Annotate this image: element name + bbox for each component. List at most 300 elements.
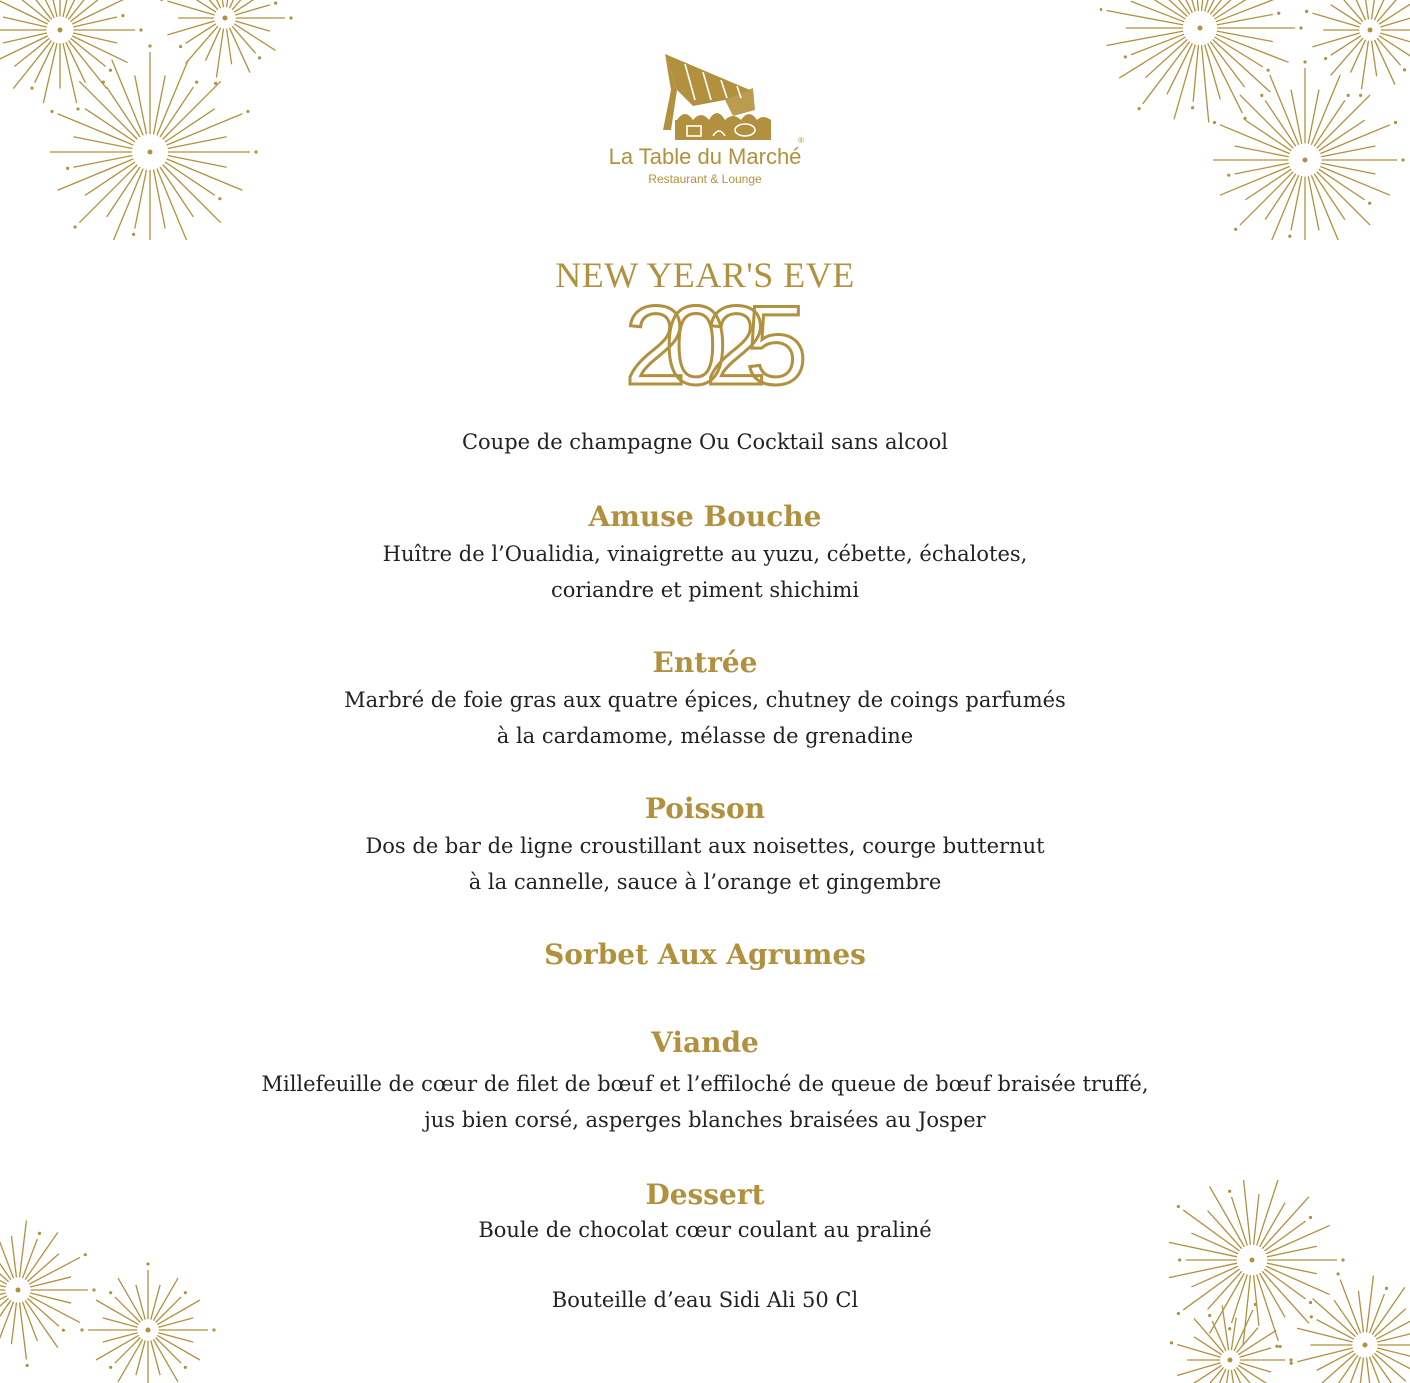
footer-note: Bouteille d’eau Sidi Ali 50 Cl — [551, 1288, 859, 1312]
firework-ray — [1265, 100, 1296, 146]
firework-spark — [1305, 10, 1308, 13]
firework-ray — [1377, 38, 1401, 65]
firework-spark — [1208, 1314, 1211, 1317]
firework-ray — [1372, 41, 1377, 77]
firework-ray — [1374, 0, 1394, 20]
firework-ray — [1169, 1242, 1237, 1256]
firework-ray — [1312, 33, 1359, 47]
firework-ray — [1193, 0, 1198, 11]
firework-spark — [1359, 94, 1362, 97]
firework-ray — [234, 0, 275, 12]
firework-ray — [0, 0, 48, 24]
firework-ray — [3, 33, 47, 43]
course-description: Dos de bar de ligne croustillant aux noisettes, courge butternut — [365, 834, 1045, 858]
firework-ray — [13, 41, 51, 89]
firework-ray — [1314, 174, 1345, 220]
firework-ray — [58, 159, 134, 190]
firework-ray — [22, 1239, 37, 1278]
firework-spark — [80, 1328, 83, 1331]
firework-ray — [1145, 40, 1187, 78]
firework-ray — [14, 0, 49, 22]
firework-spark — [1324, 57, 1327, 60]
firework-ray — [43, 43, 57, 103]
firework-ray — [1238, 1330, 1276, 1354]
firework-ray — [1205, 44, 1221, 99]
course-description: à la cannelle, sauce à l’orange et gingembre — [468, 870, 942, 894]
firework-spark — [246, 110, 249, 113]
firework-ray — [63, 0, 77, 17]
firework-ray — [165, 109, 215, 142]
firework-ray — [118, 1339, 143, 1382]
firework-ray — [1351, 0, 1366, 20]
firework-ray — [1174, 44, 1195, 119]
firework-ray — [232, 0, 256, 10]
firework-ray — [1231, 1370, 1236, 1383]
firework-ray — [1331, 0, 1363, 22]
firework-ray — [1340, 1357, 1360, 1383]
brand-name: La Table du Marché — [608, 144, 802, 169]
firework-ray — [1167, 43, 1192, 94]
firework-ray — [1169, 1263, 1237, 1277]
firework-center — [58, 28, 63, 33]
firework-spark — [1347, 94, 1350, 97]
firework-ray — [1119, 0, 1185, 19]
firework-spark — [195, 81, 198, 84]
firework-ray — [1194, 1365, 1222, 1383]
firework-spark — [1289, 1358, 1292, 1361]
firework-spark — [50, 110, 53, 113]
firework-ray — [216, 0, 223, 7]
firework-ray — [58, 114, 134, 145]
firework-ray — [1317, 172, 1370, 225]
firework-ray — [1222, 1370, 1228, 1383]
firework-ray — [1235, 146, 1289, 157]
firework-ray — [1320, 125, 1390, 154]
firework-ray — [1215, 0, 1263, 19]
firework-ray — [1380, 33, 1410, 43]
firework-spark — [1403, 68, 1406, 71]
firework-ray — [1319, 169, 1365, 200]
firework-spark — [179, 45, 182, 48]
firework-ray — [1267, 1246, 1317, 1257]
firework-ray — [157, 60, 188, 136]
firework-ray — [115, 1338, 140, 1363]
firework-ray — [35, 42, 55, 83]
firework-ray — [235, 5, 270, 15]
firework-spark — [66, 167, 69, 170]
firework-ray — [1308, 90, 1319, 144]
firework-ray — [167, 21, 214, 35]
firework-ray — [103, 1333, 138, 1342]
course-title: Entrée — [652, 646, 758, 679]
course-description: Marbré de foie gras aux quatre épices, chutney de coings parfumés — [344, 688, 1066, 712]
firework-ray — [1377, 1348, 1410, 1358]
firework-ray — [168, 137, 227, 149]
firework-ray — [1216, 34, 1289, 62]
firework-spark — [1394, 121, 1397, 124]
firework-ray — [1119, 37, 1185, 78]
firework-ray — [206, 28, 221, 61]
firework-spark — [26, 1364, 29, 1367]
firework-ray — [157, 1335, 200, 1360]
firework-ray — [153, 1339, 178, 1382]
firework-spark — [109, 1366, 112, 1369]
firework-ray — [1231, 1318, 1236, 1351]
firework-ray — [1212, 1369, 1226, 1383]
firework-spark — [102, 81, 105, 84]
firework-ray — [72, 0, 127, 24]
firework-ray — [235, 21, 270, 31]
firework-spark — [1336, 1272, 1339, 1275]
firework-ray — [154, 75, 166, 134]
firework-spark — [132, 233, 135, 236]
firework-spark — [1299, 26, 1302, 29]
firework-ray — [1291, 176, 1302, 230]
course-description: à la cardamome, mélasse de grenadine — [496, 724, 914, 748]
firework-ray — [154, 170, 166, 229]
firework-ray — [1177, 1363, 1220, 1376]
firework-ray — [1291, 90, 1302, 144]
firework-ray — [1177, 1345, 1220, 1358]
firework-ray — [1107, 11, 1184, 25]
firework-center — [223, 16, 228, 21]
firework-ray — [168, 156, 227, 168]
firework-spark — [1170, 1341, 1173, 1344]
firework-ray — [1376, 1351, 1410, 1378]
firework-spark — [1341, 1258, 1344, 1261]
firework-ray — [1312, 13, 1359, 27]
firework-ray — [1331, 38, 1363, 75]
firework-ray — [1297, 1328, 1353, 1342]
firework-ray — [1367, 1358, 1374, 1383]
firework-ray — [1143, 0, 1190, 14]
firework-ray — [186, 24, 216, 43]
firework-ray — [167, 114, 243, 145]
firework-ray — [216, 29, 223, 78]
firework-ray — [71, 38, 106, 66]
firework-ray — [158, 1318, 193, 1327]
firework-ray — [1240, 95, 1293, 148]
firework-ray — [1212, 1321, 1226, 1351]
firework-ray — [1234, 1310, 1253, 1351]
firework-ray — [1238, 1365, 1276, 1383]
firework-spark — [146, 1262, 149, 1265]
firework-ray — [186, 26, 218, 63]
course-title: Amuse Bouche — [588, 500, 822, 533]
firework-ray — [79, 165, 137, 223]
course-title: Sorbet Aux Agrumes — [544, 938, 866, 971]
firework-ray — [3, 17, 47, 27]
firework-ray — [0, 1245, 11, 1280]
firework-spark — [1213, 121, 1216, 124]
firework-ray — [1202, 45, 1209, 123]
firework-ray — [206, 0, 221, 8]
firework-ray — [1143, 42, 1190, 104]
firework-center — [1228, 1358, 1233, 1363]
firework-ray — [1210, 0, 1244, 14]
firework-icon — [1100, 0, 1410, 240]
firework-ray — [156, 1338, 181, 1363]
firework-ray — [85, 109, 135, 142]
firework-ray — [1311, 175, 1340, 240]
firework-ray — [1372, 1355, 1405, 1383]
firework-ray — [96, 1335, 139, 1360]
firework-ray — [229, 28, 249, 73]
firework-ray — [1239, 1348, 1271, 1357]
firework-spark — [121, 14, 124, 17]
firework-ray — [27, 1254, 58, 1282]
firework-ray — [107, 87, 140, 137]
firework-spark — [76, 107, 79, 110]
firework-ray — [1319, 120, 1365, 151]
firework-spark — [1138, 107, 1141, 110]
firework-ray — [1167, 0, 1192, 13]
firework-ray — [14, 38, 49, 66]
firework-ray — [163, 165, 221, 223]
course-title: Poisson — [644, 792, 766, 825]
firework-ray — [1236, 1367, 1258, 1383]
firework-ray — [1361, 0, 1368, 19]
firework-ray — [1351, 40, 1366, 73]
firework-ray — [229, 0, 249, 8]
firework-ray — [1313, 1353, 1356, 1383]
firework-ray — [66, 42, 86, 83]
firework-ray — [1321, 163, 1375, 174]
firework-ray — [1193, 45, 1198, 102]
firework-spark — [218, 197, 221, 200]
firework-ray — [1317, 1320, 1354, 1340]
firework-spark — [1178, 1258, 1181, 1261]
firework-ray — [1107, 31, 1184, 45]
firework-ray — [1220, 166, 1290, 195]
firework-ray — [1270, 75, 1299, 145]
firework-ray — [1377, 1332, 1410, 1342]
firework-ray — [103, 1318, 138, 1327]
firework-center — [1363, 1343, 1368, 1348]
firework-ray — [1374, 1309, 1405, 1337]
firework-ray — [1194, 1367, 1224, 1383]
firework-ray — [1217, 14, 1273, 24]
firework-ray — [1245, 120, 1291, 151]
firework-ray — [1205, 0, 1221, 12]
firework-ray — [1297, 1348, 1353, 1362]
firework-ray — [112, 169, 143, 240]
firework-ray — [160, 167, 193, 217]
firework-ray — [63, 43, 77, 103]
firework-ray — [1222, 1306, 1228, 1351]
firework-ray — [1220, 125, 1290, 154]
firework-spark — [1267, 69, 1270, 72]
intro-line: Coupe de champagne Ou Cocktail sans alcool — [461, 430, 949, 454]
firework-ray — [73, 17, 117, 27]
firework-center — [1250, 1258, 1255, 1263]
firework-ray — [1317, 1351, 1354, 1371]
firework-spark — [1234, 228, 1237, 231]
firework-ray — [1245, 169, 1291, 200]
firework-ray — [1358, 1358, 1363, 1383]
firework-ray — [1202, 0, 1209, 11]
firework-ray — [135, 75, 147, 134]
firework-ray — [232, 26, 256, 53]
firework-ray — [1216, 0, 1289, 22]
firework-ray — [1217, 31, 1273, 41]
firework-spark — [1100, 8, 1102, 11]
firework-ray — [68, 41, 106, 89]
firework-icon — [0, 0, 300, 240]
course-title: Viande — [651, 1026, 759, 1059]
firework-spark — [1260, 94, 1263, 97]
firework-ray — [29, 1257, 80, 1284]
firework-ray — [1131, 1, 1184, 22]
firework-ray — [1379, 0, 1410, 24]
firework-ray — [1213, 0, 1271, 16]
firework-ray — [1379, 36, 1410, 63]
firework-spark — [73, 225, 76, 228]
event-title: NEW YEAR'S EVE — [555, 255, 855, 295]
firework-spark — [62, 1329, 65, 1332]
firework-ray — [35, 0, 55, 18]
firework-ray — [0, 36, 48, 63]
firework-spark — [1191, 106, 1194, 109]
firework-ray — [165, 162, 215, 195]
firework-ray — [13, 0, 51, 19]
firework-ray — [1372, 0, 1377, 19]
firework-ray — [1380, 17, 1410, 27]
firework-ray — [68, 0, 106, 19]
firework-ray — [167, 1, 214, 15]
firework-spark — [214, 82, 217, 85]
firework-ray — [1361, 41, 1368, 90]
firework-spark — [1368, 202, 1371, 205]
firework-spark — [274, 2, 277, 5]
firework-ray — [1236, 1328, 1258, 1353]
firework-ray — [11, 1236, 16, 1278]
firework-spark — [1124, 55, 1127, 58]
firework-ray — [107, 167, 140, 217]
firework-ray — [151, 1340, 160, 1375]
firework-ray — [1377, 0, 1401, 22]
firework-ray — [1321, 146, 1375, 157]
firework-ray — [1331, 36, 1361, 55]
firework-ray — [66, 0, 86, 18]
firework-ray — [1376, 1312, 1410, 1339]
firework-spark — [160, 0, 163, 1]
firework-ray — [227, 29, 232, 65]
firework-ray — [186, 0, 218, 10]
firework-ray — [1239, 1363, 1271, 1372]
firework-ray — [1131, 34, 1184, 55]
firework-ray — [1320, 166, 1390, 195]
firework-center — [1368, 28, 1373, 33]
firework-ray — [1240, 172, 1293, 225]
firework-ray — [1308, 176, 1319, 230]
course-description: coriandre et piment shichimi — [550, 578, 860, 602]
firework-spark — [1288, 235, 1291, 238]
firework-ray — [1234, 1369, 1253, 1383]
firework-ray — [72, 36, 127, 63]
firework-center — [1303, 158, 1308, 163]
firework-ray — [1334, 1355, 1358, 1383]
firework-ray — [163, 81, 221, 139]
firework-spark — [1177, 1312, 1180, 1315]
firework-ray — [234, 24, 275, 51]
firework-ray — [73, 156, 132, 168]
firework-spark — [184, 1366, 187, 1369]
firework-spark — [109, 69, 112, 72]
firework-spark — [1275, 1345, 1278, 1348]
firework-ray — [1265, 174, 1296, 220]
firework-ray — [186, 0, 216, 12]
firework-spark — [289, 16, 292, 19]
firework-ray — [112, 60, 143, 136]
firework-ray — [1317, 95, 1370, 148]
firework-ray — [30, 1277, 71, 1287]
firework-ray — [79, 81, 137, 139]
firework-ray — [71, 0, 106, 22]
firework-spark — [258, 56, 261, 59]
firework-ray — [167, 159, 243, 190]
firework-ray — [1191, 1266, 1238, 1287]
firework-ray — [158, 1333, 193, 1342]
firework-ray — [1331, 5, 1361, 24]
firework-ray — [0, 1273, 6, 1287]
firework-spark — [148, 44, 151, 47]
firework-ray — [160, 87, 193, 137]
firework-spark — [1401, 158, 1404, 161]
firework-spark — [1228, 1327, 1231, 1330]
firework-ray — [1267, 1263, 1317, 1274]
firework-ray — [73, 137, 132, 149]
firework-ray — [1374, 1353, 1405, 1381]
firework-ray — [43, 0, 57, 17]
firework-ray — [1194, 1318, 1224, 1352]
firework-ray — [136, 1340, 145, 1375]
firework-ray — [1369, 1357, 1384, 1383]
firework-center — [148, 150, 153, 155]
firework-spark — [139, 28, 142, 31]
firework-ray — [1314, 100, 1345, 146]
firework-ray — [1208, 0, 1243, 13]
firework-spark — [1303, 60, 1306, 63]
firework-spark — [1279, 1345, 1282, 1348]
firework-ray — [157, 169, 188, 240]
firework-ray — [0, 1265, 7, 1285]
firework-ray — [135, 170, 147, 229]
firework-center — [1198, 26, 1203, 31]
firework-ray — [227, 0, 232, 7]
firework-ray — [1311, 75, 1340, 145]
firework-ray — [1213, 40, 1271, 92]
year-text: 2025 — [624, 296, 786, 396]
firework-spark — [84, 1253, 87, 1256]
firework-spark — [1310, 1315, 1313, 1318]
firework-ray — [1374, 40, 1394, 85]
course-description: Boule de chocolat cœur coulant au praliné — [478, 1218, 932, 1242]
event-year — [0, 296, 1410, 396]
firework-center — [146, 1328, 151, 1333]
firework-spark — [254, 150, 257, 153]
course-description: Millefeuille de cœur de filet de bœuf et l’effiloché de queue de bœuf braisée truffé, — [261, 1072, 1149, 1096]
firework-ray — [1270, 175, 1299, 240]
brand-tagline: Restaurant & Lounge — [648, 172, 762, 186]
firework-ray — [1145, 0, 1187, 16]
firework-spark — [1290, 1362, 1293, 1365]
firework-spark — [212, 1328, 215, 1331]
course-description: Huître de l’Oualidia, vinaigrette au yuzu, cébette, échalotes, — [382, 542, 1028, 566]
firework-spark — [1277, 12, 1280, 15]
firework-ray — [73, 33, 117, 43]
firework-ray — [1174, 0, 1195, 12]
